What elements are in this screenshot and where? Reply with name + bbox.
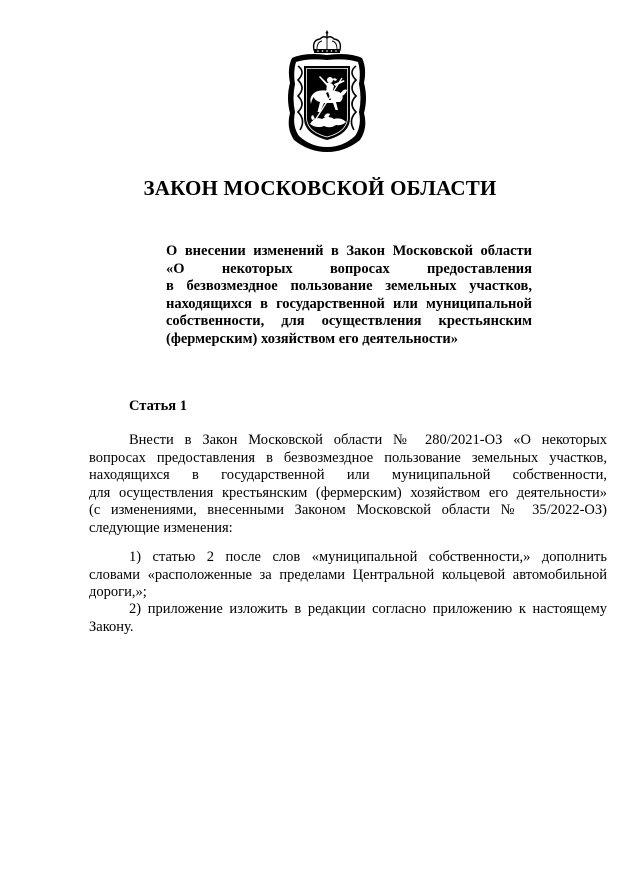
paragraph-line: Внести в Закон Московской области № 280/2021-ОЗ «О некоторых [129,432,607,448]
paragraph-line: Закону. [89,618,134,635]
article-heading: Статья 1 [129,398,187,414]
subject-line: О внесении изменений в Закон Московской области [166,243,532,259]
paragraph-line: вопросах предоставления в безвозмездное пользование земельных участков, [89,449,607,466]
paragraph-line: следующие изменения: [89,519,233,536]
paragraph-line: дороги,»; [89,584,147,601]
crown-icon [314,30,341,53]
paragraph-line: словами «расположенные за пределами Центральной кольцевой автомобильной [89,566,607,583]
paragraph-line: для осуществления крестьянским (фермерским) хозяйством его деятельности» [89,484,607,501]
subject-line: (фермерским) хозяйством его деятельности» [166,330,459,347]
paragraph-line: (с изменениями, внесенными Законом Московской области № 35/2022-ОЗ) [89,502,607,519]
paragraph-line: 1) статью 2 после слов «муниципальной собственности,» дополнить [129,549,607,565]
article-intro-paragraph [89,432,607,538]
coat-of-arms-icon [284,28,370,154]
subject-line: в безвозмездное пользование земельных участков, [166,278,532,294]
law-subject-heading [166,243,532,348]
subject-line: «О некоторых вопросах предоставления [166,260,532,277]
amendment-item-1 [89,549,607,602]
paragraph-line: находящихся в государственной или муниципальной собственности, [89,467,607,484]
subject-line: собственности, для осуществления крестьянским [166,313,532,329]
document-title: ЗАКОН МОСКОВСКОЙ ОБЛАСТИ [143,176,497,200]
paragraph-line: 2) приложение изложить в редакции согласно приложению к настоящему [129,601,607,617]
amendment-item-2 [89,601,607,636]
subject-line: находящихся в государственной или муниципальной [166,295,532,312]
